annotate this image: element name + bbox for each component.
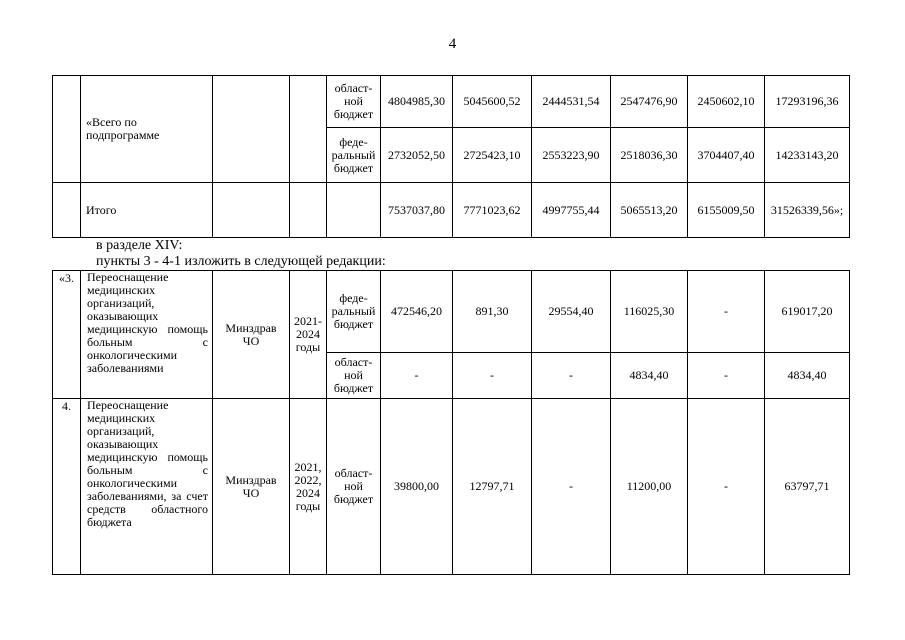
executor-cell [213, 399, 290, 575]
item-description: Переоснащение медицинских организаций, оказывающих медицинскую помощь больным с онкологическими заболеваниями, за счет средств областного бюджета [81, 399, 213, 575]
table-row [53, 183, 850, 238]
executor-cell [213, 183, 290, 238]
value-cell: - [688, 399, 765, 575]
years-cell [290, 76, 327, 183]
source-cell [327, 76, 381, 128]
value-cell: 2518036,30 [611, 128, 688, 183]
source-cell [327, 183, 381, 238]
value-cell: - [688, 271, 765, 353]
executor-cell [213, 76, 290, 183]
value-cell: 4834,40 [611, 353, 688, 399]
section-paragraph: в разделе XIV: [96, 238, 183, 253]
executor-cell [213, 271, 290, 399]
source-text: област- ной бюджет [333, 355, 374, 395]
value-cell: 6155009,50 [688, 183, 765, 238]
value-cell: 11200,00 [611, 399, 688, 575]
value-cell: - [532, 399, 611, 575]
source-text: област- ной бюджет [333, 81, 374, 121]
value-cell: 4997755,44 [532, 183, 611, 238]
source-text: феде- ральный бюджет [331, 291, 376, 331]
value-cell: - [532, 353, 611, 399]
table-row [53, 76, 850, 128]
value-cell: 4804985,30 [381, 76, 453, 128]
value-cell: 116025,30 [611, 271, 688, 353]
value-cell: 4834,40 [765, 353, 850, 399]
years-cell [290, 271, 327, 399]
index-cell [53, 76, 81, 183]
section-paragraph: пункты 3 - 4-1 изложить в следующей редакции: [96, 254, 386, 269]
value-cell: 31526339,56»; [765, 183, 850, 238]
source-text: област- ной бюджет [333, 466, 374, 506]
value-cell: 2732052,50 [381, 128, 453, 183]
item-index: 4. [53, 399, 81, 575]
value-cell: 39800,00 [381, 399, 453, 575]
value-cell: 2444531,54 [532, 76, 611, 128]
source-cell [327, 399, 381, 575]
value-cell: 63797,71 [765, 399, 850, 575]
index-cell [53, 183, 81, 238]
row-label: Итого [81, 183, 213, 238]
executor-text: Минздрав ЧО [225, 320, 277, 348]
value-cell: 891,30 [453, 271, 532, 353]
source-text: феде- ральный бюджет [331, 134, 376, 175]
source-cell [327, 353, 381, 399]
value-cell: - [688, 353, 765, 399]
source-cell [327, 271, 381, 353]
table-row [53, 399, 850, 575]
item-description: Переоснащение медицинских организаций, оказывающих медицинскую помощь больным с онкологическими заболеваниями [81, 271, 213, 399]
value-cell: 5065513,20 [611, 183, 688, 238]
item-index: «3. [53, 271, 81, 399]
value-cell: 472546,20 [381, 271, 453, 353]
subprogram-totals-table [52, 75, 850, 238]
years-cell [290, 183, 327, 238]
value-cell: 17293196,36 [765, 76, 850, 128]
value-cell: 2553223,90 [532, 128, 611, 183]
table-row [53, 271, 850, 353]
value-cell: - [453, 353, 532, 399]
value-cell: 3704407,40 [688, 128, 765, 183]
value-cell: 2450602,10 [688, 76, 765, 128]
value-cell: 2547476,90 [611, 76, 688, 128]
value-cell: 7771023,62 [453, 183, 532, 238]
value-cell: 12797,71 [453, 399, 532, 575]
years-text: 2021- 2024 годы [294, 314, 322, 354]
value-cell: 5045600,52 [453, 76, 532, 128]
years-cell [290, 399, 327, 575]
value-cell: 29554,40 [532, 271, 611, 353]
value-cell: 14233143,20 [765, 128, 850, 183]
value-cell: 619017,20 [765, 271, 850, 353]
row-label: «Всего по подпрограмме [81, 76, 213, 183]
measures-table [52, 270, 850, 575]
executor-text: Минздрав ЧО [225, 472, 277, 500]
value-cell: - [381, 353, 453, 399]
value-cell: 7537037,80 [381, 183, 453, 238]
years-text: 2021, 2022, 2024 годы [294, 459, 322, 513]
source-cell [327, 128, 381, 183]
page-number: 4 [448, 36, 457, 52]
value-cell: 2725423,10 [453, 128, 532, 183]
